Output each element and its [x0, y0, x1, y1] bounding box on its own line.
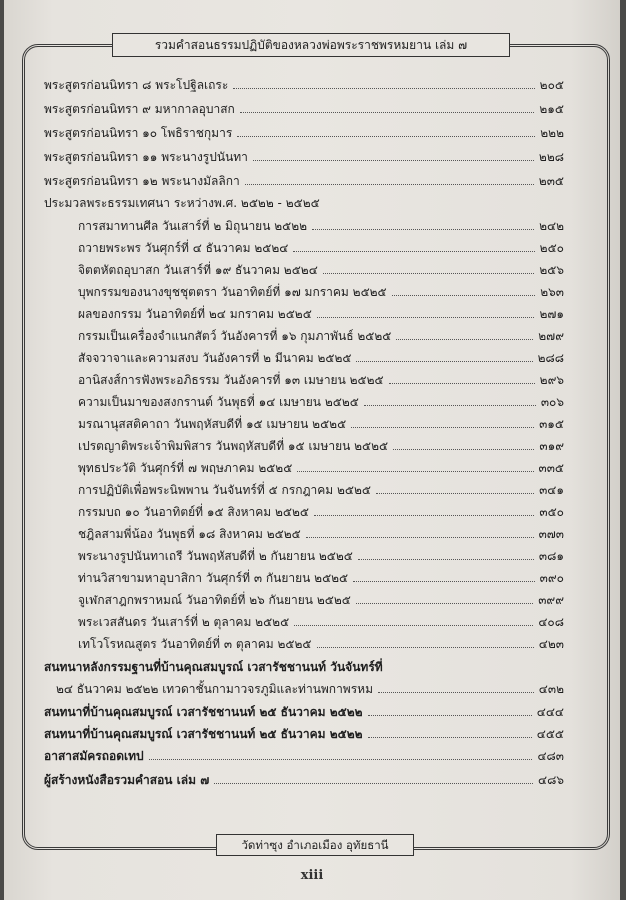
- toc-entry: พระสูตรก่อนนิทรา ๑๑ พระนางรูปนันทา ๒๒๘: [44, 150, 564, 164]
- toc-entry: พระสูตรก่อนนิทรา ๑๒ พระนางมัลลิกา ๒๓๕: [44, 174, 564, 188]
- toc-entry: เทโวโรหณสูตร วันอาทิตย์ที่ ๓ ตุลาคม ๒๕๒๕ ๔๒๓: [78, 637, 564, 651]
- section-heading: ประมวลพระธรรมเทศนา ระหว่างพ.ศ. ๒๕๒๒ - ๒๕๒๕: [44, 196, 320, 210]
- toc-entry: ท่านวิสาขามหาอุบาสิกา วันศุกร์ที่ ๓ กันยายน ๒๕๒๕ ๓๙๐: [78, 571, 564, 585]
- toc-entry: พระเวสสันดร วันเสาร์ที่ ๒ ตุลาคม ๒๕๒๕ ๔๐๘: [78, 615, 564, 629]
- toc-entry: อาสาสมัครถอดเทป ๔๘๓: [44, 749, 564, 763]
- toc-entry: อานิสงส์การฟังพระอภิธรรม วันอังคารที่ ๑๓ เมษายน ๒๕๒๕ ๒๙๖: [78, 373, 564, 387]
- toc-entry: ความเป็นมาของสงกรานต์ วันพุธที่ ๑๔ เมษายน ๒๕๒๕ ๓๐๖: [78, 395, 564, 409]
- toc-entry: พระสูตรก่อนนิทรา ๘ พระโปฐิลเถระ ๒๐๕: [44, 78, 564, 92]
- toc-entry: กรรมเป็นเครื่องจำแนกสัตว์ วันอังคารที่ ๑๖ กุมภาพันธ์ ๒๕๒๕ ๒๗๙: [78, 329, 564, 343]
- toc-entry: ๒๔ ธันวาคม ๒๕๒๒ เทวดาชั้นกามาวจรภูมิและท่านพกาพรหม ๔๓๒: [56, 682, 564, 696]
- book-page: [4, 0, 620, 900]
- page-number: xiii: [300, 868, 324, 883]
- toc-entry: สนทนาที่บ้านคุณสมบูรณ์ เวสารัชชานนท์ ๒๕ ธันวาคม ๒๕๒๒ ๔๔๔: [44, 705, 564, 719]
- toc-entry: ผลของกรรม วันอาทิตย์ที่ ๒๔ มกราคม ๒๕๒๕ ๒๗๑: [78, 307, 564, 321]
- toc-entry: ชฎิลสามพี่น้อง วันพุธที่ ๑๘ สิงหาคม ๒๕๒๕ ๓๗๓: [78, 527, 564, 541]
- toc-entry: ถวายพระพร วันศุกร์ที่ ๔ ธันวาคม ๒๕๒๔ ๒๕๐: [78, 241, 564, 255]
- toc-entry: เปรตญาติพระเจ้าพิมพิสาร วันพฤหัสบดีที่ ๑๕ เมษายน ๒๕๒๕ ๓๑๙: [78, 439, 564, 453]
- toc-entry: ผู้สร้างหนังสือรวมคำสอน เล่ม ๗ ๔๘๖: [44, 773, 564, 787]
- toc-entry: สนทนาที่บ้านคุณสมบูรณ์ เวสารัชชานนท์ ๒๕ ธันวาคม ๒๕๒๒ ๔๕๕: [44, 727, 564, 741]
- toc-entry: พระสูตรก่อนนิทรา ๑๐ โพธิราชกุมาร ๒๒๒: [44, 126, 564, 140]
- running-header: รวมคำสอนธรรมปฏิบัติของหลวงพ่อพระราชพรหมยาน เล่ม ๗: [112, 33, 510, 57]
- toc-entry: การปฏิบัติเพื่อพระนิพพาน วันจันทร์ที่ ๕ กรกฎาคม ๒๕๒๕ ๓๔๑: [78, 483, 564, 497]
- toc-entry: กรรมบถ ๑๐ วันอาทิตย์ที่ ๑๕ สิงหาคม ๒๕๒๕ ๓๕๐: [78, 505, 564, 519]
- toc-entry: การสมาทานศีล วันเสาร์ที่ ๒ มิถุนายน ๒๕๒๒ ๒๔๒: [78, 219, 564, 233]
- toc-entry: พระนางรูปนันทาเถรี วันพฤหัสบดีที่ ๒ กันยายน ๒๕๒๕ ๓๘๑: [78, 549, 564, 563]
- toc-entry: บุพกรรมของนางขุชชุตตรา วันอาทิตย์ที่ ๑๗ มกราคม ๒๕๒๕ ๒๖๓: [78, 285, 564, 299]
- toc-entry: จิตตหัตถอุบาสก วันเสาร์ที่ ๑๙ ธันวาคม ๒๕๒๔ ๒๕๖: [78, 263, 564, 277]
- toc-entry-multiline-line1: สนทนาหลังกรรมฐานที่บ้านคุณสมบูรณ์ เวสารัชชานนท์ วันจันทร์ที่: [44, 660, 383, 674]
- toc-entry: จูเฬกสาฎกพราหมณ์ วันอาทิตย์ที่ ๒๖ กันยายน ๒๕๒๕ ๓๙๙: [78, 593, 564, 607]
- running-footer: วัดท่าซุง อำเภอเมือง อุทัยธานี: [216, 834, 414, 856]
- toc-entry: มรณานุสสติคาถา วันพฤหัสบดีที่ ๑๕ เมษายน ๒๕๒๕ ๓๑๕: [78, 417, 564, 431]
- toc-entry: สัจจวาจาและความสงบ วันอังคารที่ ๒ มีนาคม ๒๕๒๕ ๒๘๘: [78, 351, 564, 365]
- toc-entry: พระสูตรก่อนนิทรา ๙ มหากาลอุบาสก ๒๑๕: [44, 102, 564, 116]
- toc-entry: พุทธประวัติ วันศุกร์ที่ ๗ พฤษภาคม ๒๕๒๕ ๓๓๕: [78, 461, 564, 475]
